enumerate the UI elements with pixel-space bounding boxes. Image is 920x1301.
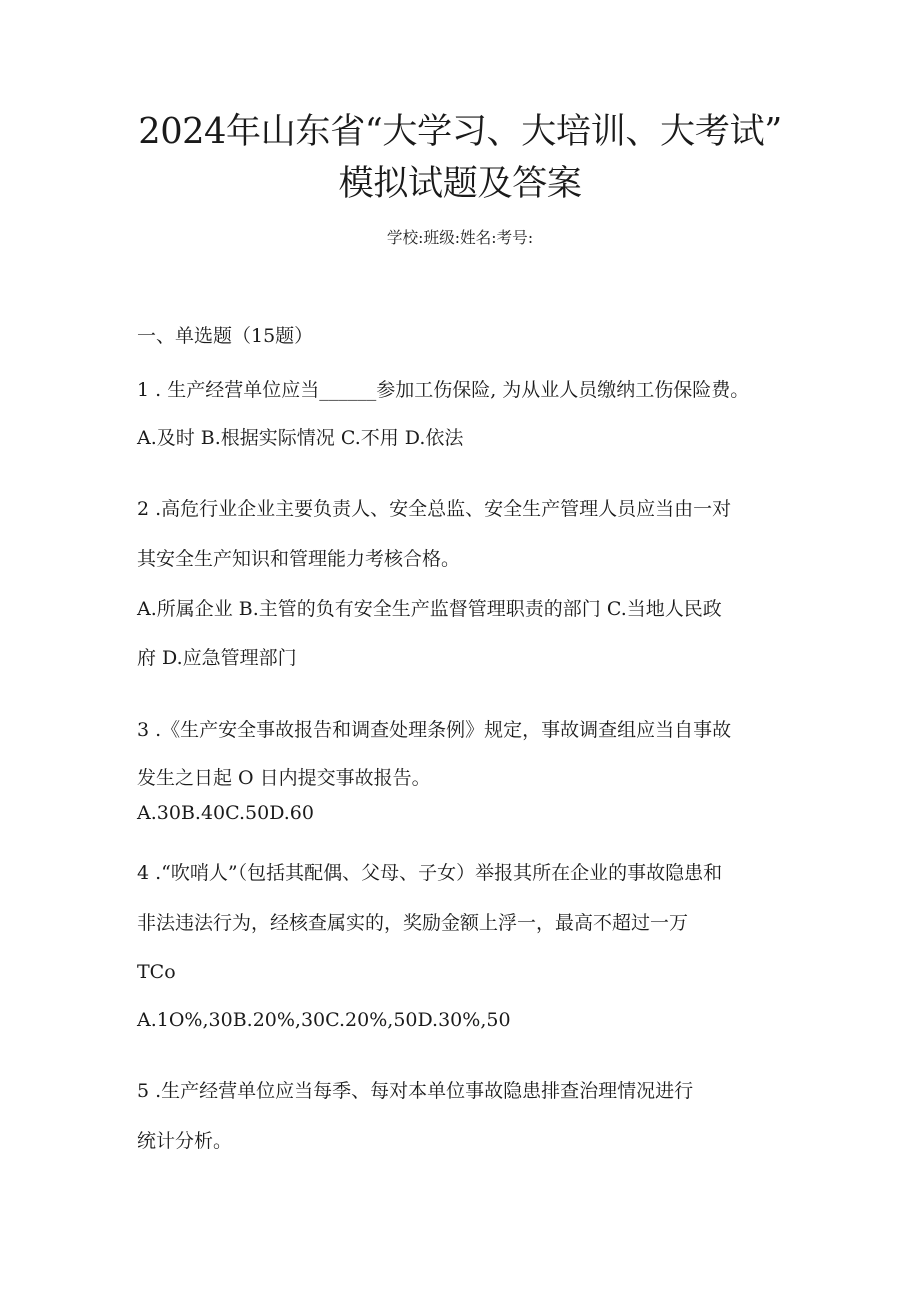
doc-title-line-2: 模拟试题及答案: [338, 163, 582, 204]
question-2-line-2: 其安全生产知识和管理能力考核合格。: [137, 548, 461, 570]
question-1-options-line-1: A.及时 B.根据实际情况 C.不用 D.依法: [137, 427, 464, 449]
question-4-options-line-1: A.1O%,30B.20%,30C.20%,50D.30%,50: [137, 1009, 511, 1031]
question-2-options-line-1: A.所属企业 B.主管的负有安全生产监督管理职责的部门 C.当地人民政: [137, 598, 722, 620]
question-5-line-2: 统计分析。: [137, 1130, 233, 1152]
question-4-line-2: 非法违法行为，经核查属实的，奖励金额上浮一，最高不超过一万: [137, 912, 689, 934]
question-1-line-1: 1 . 生产经营单位应当______参加工伤保险, 为从业人员缴纳工伤保险费。: [137, 379, 750, 401]
question-3-line-2: 发生之日起 O 日内提交事故报告。: [137, 767, 431, 789]
section-heading: 一、单选题（15题）: [137, 325, 314, 347]
question-3-line-1: 3 .《生产安全事故报告和调查处理条例》规定，事故调查组应当自事故: [137, 719, 732, 741]
question-4-line-3: TCo: [137, 961, 176, 983]
question-5-line-1: 5 .生产经营单位应当每季、每对本单位事故隐患排查治理情况进行: [137, 1080, 694, 1102]
doc-title-line-1: 2024年山东省“大学习、大培训、大考试”: [138, 111, 782, 152]
student-info-line: 学校:班级:姓名:考号:: [386, 228, 534, 247]
question-4-line-1: 4 .“吹哨人”（包括其配偶、父母、子女）举报其所在企业的事故隐患和: [137, 862, 723, 884]
question-3-options-line-1: A.30B.40C.50D.60: [137, 802, 314, 824]
question-2-options-line-2: 府 D.应急管理部门: [137, 647, 297, 669]
question-2-line-1: 2 .高危行业企业主要负责人、安全总监、安全生产管理人员应当由一对: [137, 498, 732, 520]
